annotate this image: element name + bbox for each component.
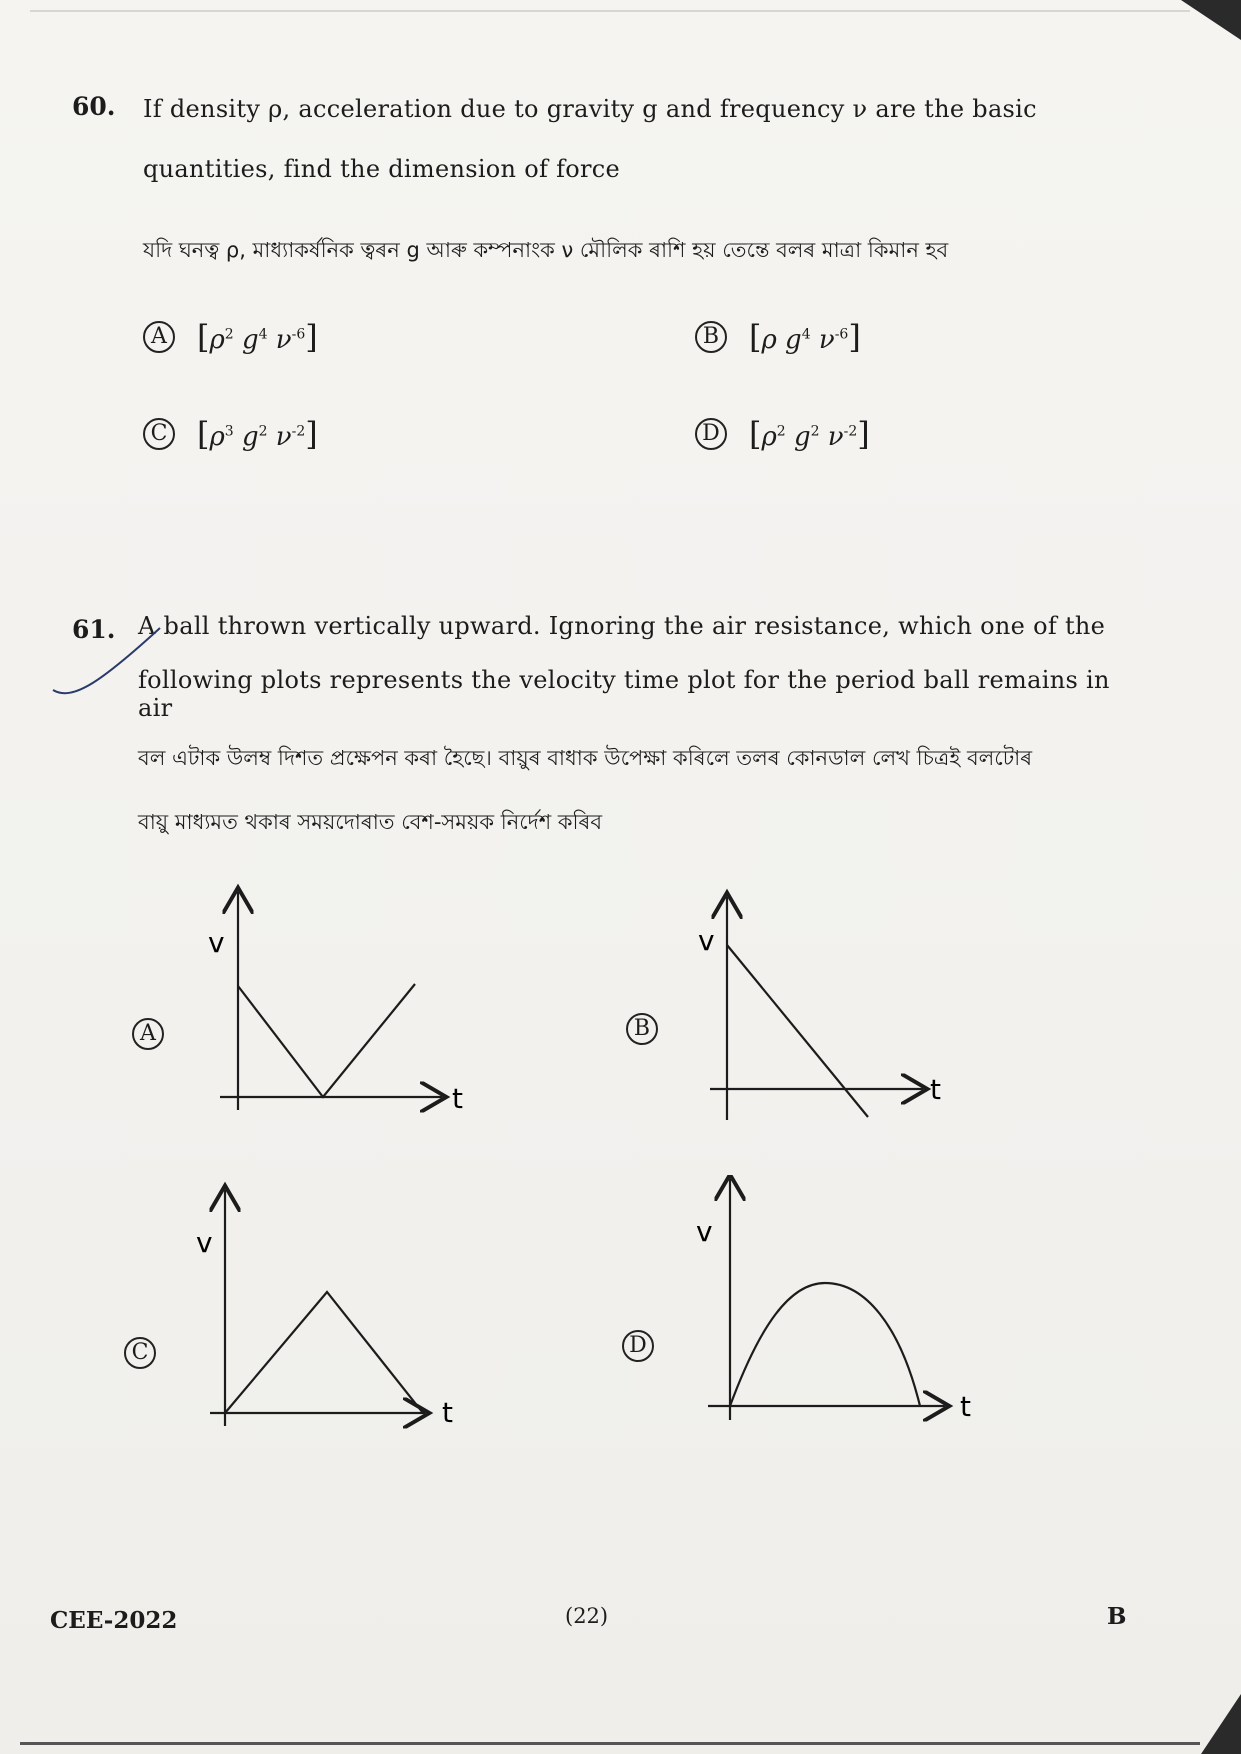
- graph-option-c: [190, 1180, 500, 1430]
- velocity-curve: [730, 1283, 920, 1406]
- option-d-circle: D: [622, 1330, 654, 1362]
- bottom-rule: [20, 1742, 1200, 1745]
- option-a-circle: A: [132, 1018, 164, 1050]
- option-b-circle: B: [626, 1013, 658, 1045]
- x-axis-label: t: [930, 1073, 941, 1106]
- footer-booklet-series: B: [1107, 1603, 1127, 1630]
- q60-option-d[interactable]: [695, 415, 870, 453]
- velocity-curve: [225, 1292, 423, 1413]
- graph-option-d: [680, 1175, 990, 1425]
- option-b-circle: B: [695, 321, 727, 353]
- question-61-text-line1: A ball thrown vertically upward. Ignoring the air resistance, which one of the: [138, 612, 1106, 640]
- footer-page-number: (22): [565, 1604, 609, 1628]
- option-a-circle: A: [143, 321, 175, 353]
- question-60-number: 60.: [72, 92, 116, 121]
- y-axis-label: v: [208, 926, 225, 959]
- option-b-expression: [ρ $g^4$ $\nu^{-6}$]: [749, 318, 861, 356]
- velocity-curve: [238, 984, 415, 1097]
- y-axis-label: v: [698, 924, 715, 957]
- y-axis-label: v: [196, 1226, 213, 1259]
- question-60-text-line1: If density ρ, acceleration due to gravity g and frequency ν are the basic: [143, 95, 1037, 123]
- graph-option-a: [190, 880, 500, 1120]
- velocity-curve: [727, 945, 868, 1117]
- y-axis-label: v: [696, 1215, 713, 1248]
- question-61-assamese-line1: বল এটাক উলম্ব দিশত প্ৰক্ষেপন কৰা হৈছে। বায়ুৰ বাধাক উপেক্ষা কৰিলে তলৰ কোনডাল লেখ চিত্ৰই বলটোৰ: [138, 746, 1033, 770]
- q60-option-c[interactable]: [143, 415, 318, 453]
- option-d-expression: [$\rho^2$ $g^2$ $\nu^{-2}$]: [749, 415, 870, 453]
- footer-exam-code: CEE-2022: [50, 1607, 178, 1634]
- x-axis-label: t: [442, 1396, 453, 1429]
- page-corner-shadow: [1201, 1694, 1241, 1754]
- option-a-expression: [$\rho^2$ $g^4$ $\nu^{-6}$]: [197, 318, 318, 356]
- question-61-text-line2: following plots represents the velocity time plot for the period ball remains in air: [138, 666, 1110, 722]
- q60-option-a[interactable]: [143, 318, 318, 356]
- q61-option-a[interactable]: [132, 1018, 164, 1050]
- x-axis-label: t: [960, 1390, 971, 1423]
- x-axis-label: t: [452, 1082, 463, 1115]
- top-rule: [30, 10, 1190, 12]
- question-60-text-line2: quantities, find the dimension of force: [143, 155, 621, 183]
- option-d-circle: D: [695, 418, 727, 450]
- graph-option-b: [680, 885, 980, 1125]
- q61-option-b[interactable]: [626, 1013, 658, 1045]
- question-61-number: 61.: [72, 615, 116, 644]
- page-corner-shadow: [1181, 0, 1241, 40]
- q61-option-c[interactable]: [124, 1337, 156, 1369]
- q60-option-b[interactable]: [695, 318, 861, 356]
- option-c-circle: C: [143, 418, 175, 450]
- pen-check-mark: [48, 610, 168, 700]
- question-61-assamese-line2: বায়ু মাধ্যমত থকাৰ সময়দোৰাত বেশ-সময়ক নিৰ্দেশ কৰিব: [138, 810, 603, 834]
- option-c-circle: C: [124, 1337, 156, 1369]
- q61-option-d[interactable]: [622, 1330, 654, 1362]
- question-60-assamese-text: যদি ঘনত্ব ρ, মাধ্যাকৰ্ষনিক ত্বৰন g আৰু কম্পনাংক ν মৌলিক ৰাশি হয় তেন্তে বলৰ মাত্ৰা কিমান হব: [143, 238, 949, 262]
- option-c-expression: [$\rho^3$ $g^2$ $\nu^{-2}$]: [197, 415, 318, 453]
